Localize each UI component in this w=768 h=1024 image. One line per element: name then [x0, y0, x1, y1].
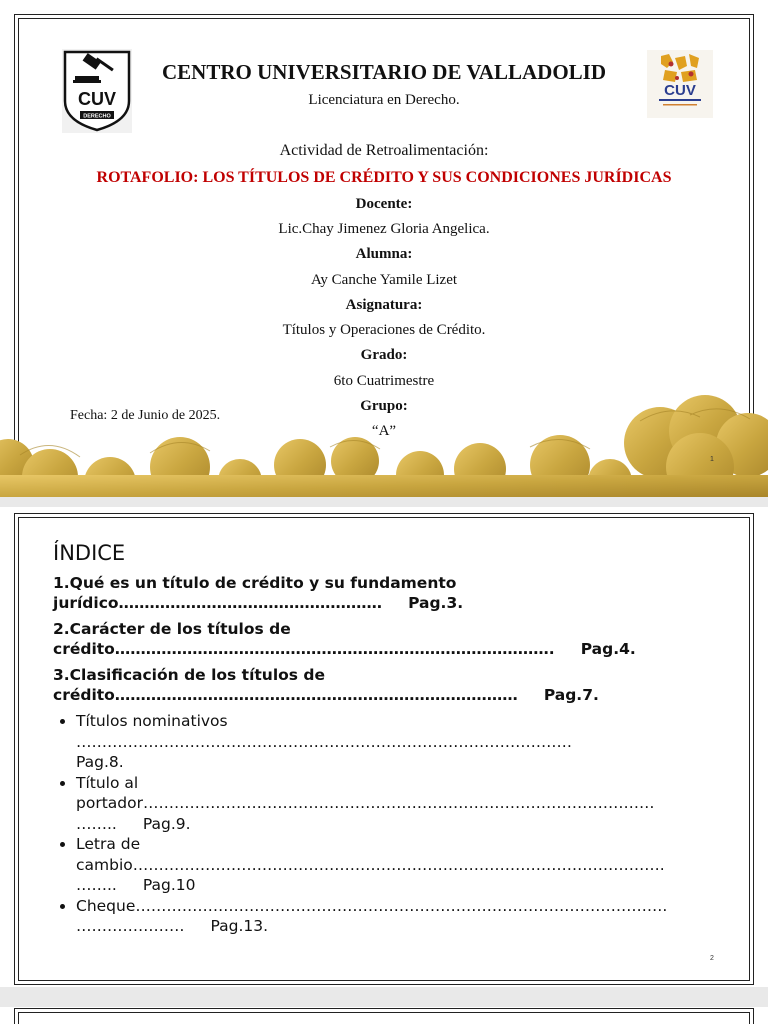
toc-entry-title: 3.Clasificación de los títulos de: [53, 666, 326, 684]
toc-entry: [53, 665, 713, 705]
subentry-dots: ……..: [76, 876, 117, 894]
subentry-title: • Letra de: [76, 835, 141, 853]
student-label: Alumna:: [355, 246, 413, 262]
date-text: Fecha: 2 de Junio de 2025.: [70, 408, 221, 423]
subentry-dots: …………………: [76, 917, 185, 935]
subentry-title: • Título al: [76, 773, 139, 792]
subentry-title: • Cheque………………………………………………………………………………………….: [76, 896, 668, 915]
institution-name: CENTRO UNIVERSITARIO DE VALLADOLID: [161, 60, 606, 84]
toc-entry: [53, 573, 713, 613]
activity-label: Actividad de Retroalimentación:: [279, 142, 489, 159]
teacher-label: Docente:: [355, 196, 413, 212]
logo-right-text: CUV: [664, 82, 696, 99]
page-border-inner: [18, 1012, 750, 1024]
grade-value: 6to Cuatrimestre: [333, 373, 435, 389]
logo-left-text: CUV: [77, 89, 117, 109]
toc-entry-dots: crédito……………………………………………………………………: [53, 686, 518, 704]
grade-label: Grado:: [360, 347, 408, 363]
toc-entry: [53, 619, 713, 659]
student-name: Ay Canche Yamile Lizet: [310, 272, 458, 288]
toc-entry-dots: jurídico……………………………………………: [53, 594, 383, 612]
subject-name: Títulos y Operaciones de Crédito.: [282, 322, 486, 338]
subentry-dots: cambio………………………………………………………………………………………….: [76, 855, 665, 874]
subentry-dots: ……………………………………………………………………………………: [76, 732, 572, 751]
subject-label: Asignatura:: [345, 297, 423, 313]
program-name: Licenciatura en Derecho.: [308, 92, 460, 108]
subentry-page: Pag.10: [142, 876, 196, 894]
page-number: 2: [710, 955, 714, 962]
toc-entry-page: Pag.4.: [580, 640, 636, 658]
subentry-page: Pag.8.: [76, 753, 124, 771]
subentry-dots: portador………………………………………………………………………………………: [76, 794, 655, 812]
logo-left-subtext: DERECHO: [83, 113, 111, 120]
subentry-dots: ……..: [76, 814, 117, 833]
toc-entry-title: 1.Qué es un título de crédito y su fundamento: [53, 574, 457, 592]
list-item: [76, 711, 713, 773]
toc-entry-page: Pag.3.: [408, 594, 464, 612]
toc-entry-title: 2.Carácter de los títulos de: [53, 620, 291, 638]
toc-entry-dots: crédito………………………………………………………………………….: [53, 640, 555, 658]
cover-page: [0, 0, 768, 497]
subentry-page: Pag.13.: [210, 917, 269, 935]
list-item: [76, 834, 713, 896]
subentry-title: • Títulos nominativos: [76, 712, 228, 730]
subentry-page: Pag.9.: [142, 814, 191, 833]
page-number: 1: [710, 456, 714, 463]
teacher-name: Lic.Chay Jimenez Gloria Angelica.: [278, 221, 490, 237]
group-value: “A”: [371, 423, 397, 439]
toc-subentries: [53, 711, 713, 937]
toc-entry-page: Pag.7.: [543, 686, 599, 704]
list-item: [76, 773, 713, 835]
index-heading: ÍNDICE: [53, 541, 126, 565]
group-label: Grupo:: [360, 398, 408, 414]
table-of-contents: [53, 541, 713, 937]
index-page: [0, 507, 768, 987]
list-item: [76, 896, 713, 937]
next-page-partial: [0, 1007, 768, 1024]
document-title: ROTAFOLIO: LOS TÍTULOS DE CRÉDITO Y SUS CONDICIONES JURÍDICAS: [96, 169, 672, 186]
